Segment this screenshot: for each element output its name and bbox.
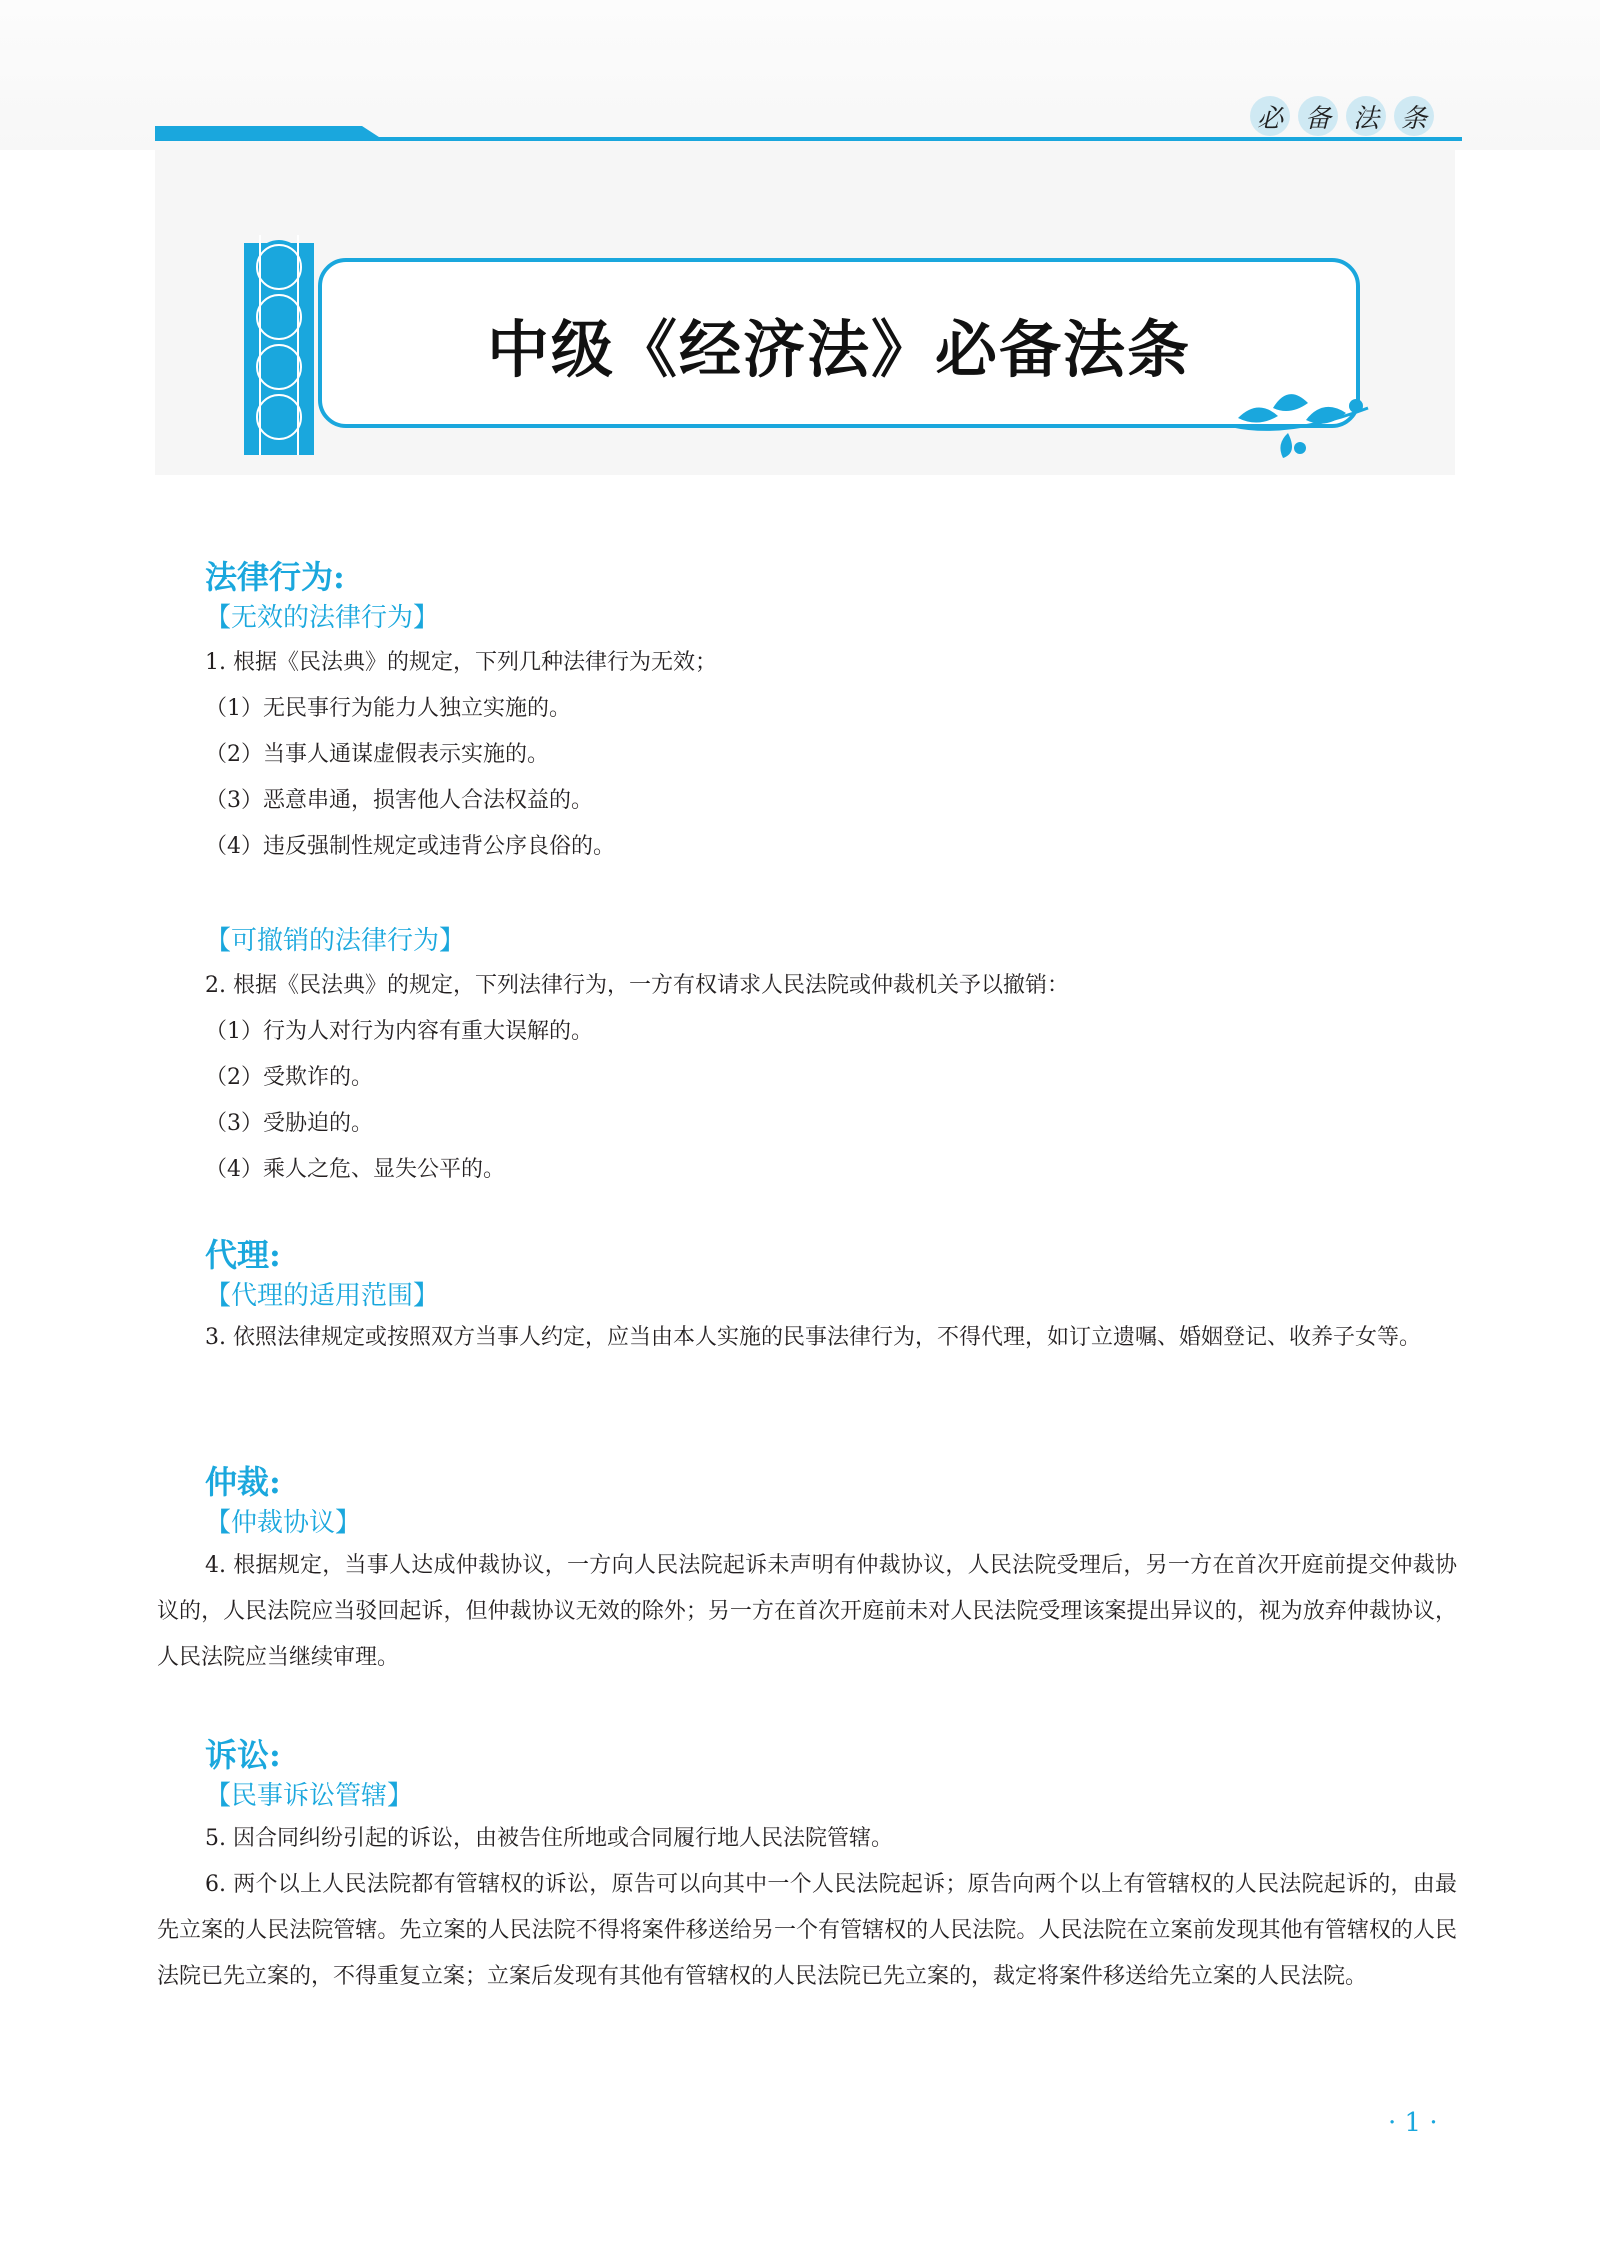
clause-paragraph: 5. 因合同纠纷引起的诉讼，由被告住所地或合同履行地人民法院管辖。 [205, 1826, 893, 1851]
clause-line: 2. 根据《民法典》的规定，下列法律行为，一方有权请求人民法院或仲裁机关予以撤销： [205, 973, 1069, 998]
page-title: 中级《经济法》必备法条 [486, 313, 1191, 386]
clause-line: （1）行为人对行为内容有重大误解的。 [205, 1019, 593, 1044]
clause-paragraph: 4. 根据规定，当事人达成仲裁协议，一方向人民法院起诉未声明有仲裁协议，人民法院受理后，另一方在首次开庭前提交仲裁协议的，人民法院应当驳回起诉，但仲裁协议无效的除外；另一方在首次开庭前未对人民法院受理该案提出异议的，视为放弃仲裁协议，人民法院应当继续审理。 [157, 1553, 1457, 1670]
subsection-title-civil-jurisdiction: 【民事诉讼管辖】 [205, 1781, 414, 1811]
clause-line: （3）受胁迫的。 [205, 1111, 373, 1136]
floral-flourish-icon [1228, 378, 1378, 458]
subsection-title-agency-scope: 【代理的适用范围】 [205, 1281, 440, 1311]
section-title-agency: 代理: [205, 1236, 281, 1274]
header-tag-char: 备 [1298, 96, 1338, 136]
subsection-title-arbitration-agreement: 【仲裁协议】 [205, 1508, 362, 1538]
section-title-litigation: 诉讼: [205, 1736, 281, 1774]
subsection-title-revocable-acts: 【可撤销的法律行为】 [205, 926, 466, 956]
header-section-tag [1250, 96, 1434, 136]
section-title-arbitration: 仲裁: [205, 1463, 281, 1501]
clause-paragraph: 6. 两个以上人民法院都有管辖权的诉讼，原告可以向其中一个人民法院起诉；原告向两个以上有管辖权的人民法院起诉的，由最先立案的人民法院管辖。先立案的人民法院不得将案件移送给另一个有管辖权的人民法院。人民法院在立案前发现其他有管辖权的人民法院已先立案的，不得重复立案；立案后发现有其他有管辖权的人民法院已先立案的，裁定将案件移送给先立案的人民法院。 [157, 1872, 1457, 1989]
header-rule [155, 137, 1462, 141]
clause-line: （2）受欺诈的。 [205, 1065, 373, 1090]
page-number: · 1 · [1388, 2108, 1438, 2138]
clause-line: （1）无民事行为能力人独立实施的。 [205, 696, 571, 721]
banner-tower-decoration-icon [240, 225, 318, 455]
clause-line: 1. 根据《民法典》的规定，下列几种法律行为无效； [205, 650, 717, 675]
header-tag-char: 条 [1394, 96, 1434, 136]
header-tag-char: 必 [1250, 96, 1290, 136]
section-title-legal-acts: 法律行为: [205, 558, 345, 596]
clause-line: （4）乘人之危、显失公平的。 [205, 1157, 505, 1182]
subsection-title-invalid-acts: 【无效的法律行为】 [205, 603, 440, 633]
clause-line: （3）恶意串通，损害他人合法权益的。 [205, 788, 593, 813]
clause-line: （4）违反强制性规定或违背公序良俗的。 [205, 834, 615, 859]
header-tag-char: 法 [1346, 96, 1386, 136]
clause-paragraph: 3. 依照法律规定或按照双方当事人约定，应当由本人实施的民事法律行为，不得代理，如订立遗嘱、婚姻登记、收养子女等。 [205, 1325, 1421, 1350]
clause-line: （2）当事人通谋虚假表示实施的。 [205, 742, 549, 767]
